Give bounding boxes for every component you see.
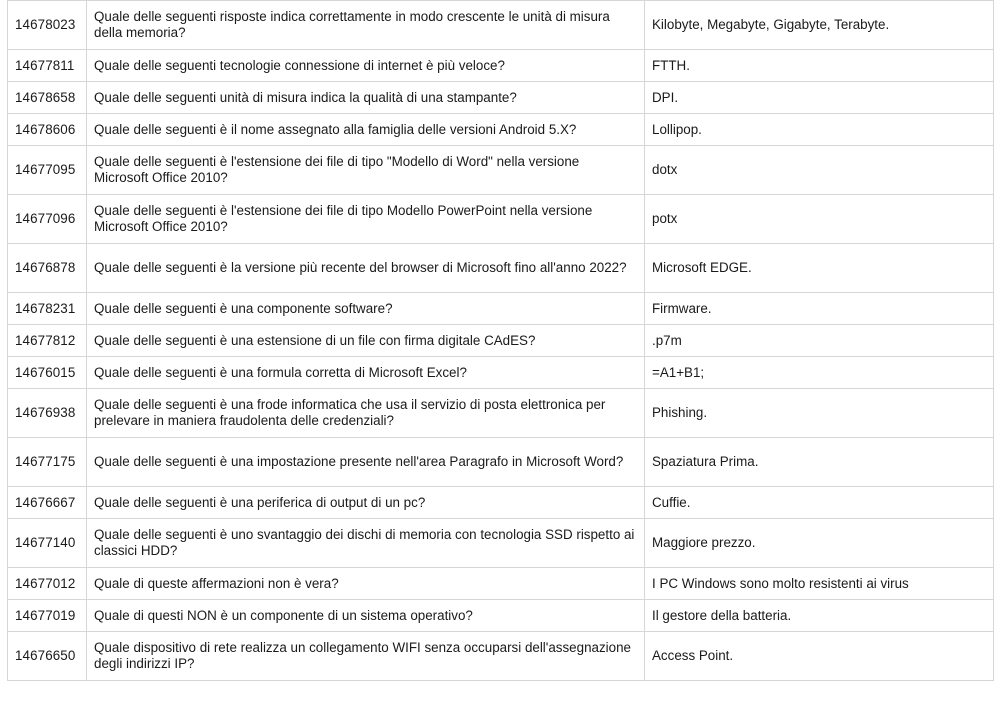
question-id-cell: 14676667 bbox=[8, 487, 87, 519]
question-id-cell: 14676650 bbox=[8, 632, 87, 681]
question-id-cell: 14678231 bbox=[8, 293, 87, 325]
table-row bbox=[8, 600, 994, 632]
answer-text-cell: Phishing. bbox=[645, 389, 994, 438]
question-id-cell: 14677175 bbox=[8, 438, 87, 487]
question-id-cell: 14677095 bbox=[8, 146, 87, 195]
answer-text-cell: Kilobyte, Megabyte, Gigabyte, Terabyte. bbox=[645, 1, 994, 50]
answer-text-cell: Microsoft EDGE. bbox=[645, 244, 994, 293]
question-id-cell: 14677012 bbox=[8, 568, 87, 600]
answer-text-cell: Il gestore della batteria. bbox=[645, 600, 994, 632]
table-row bbox=[8, 438, 994, 487]
answer-text-cell: DPI. bbox=[645, 82, 994, 114]
question-id-cell: 14677019 bbox=[8, 600, 87, 632]
answer-text-cell: Firmware. bbox=[645, 293, 994, 325]
answer-text-cell: Access Point. bbox=[645, 632, 994, 681]
question-text-cell: Quale delle seguenti è una frode informatica che usa il servizio di posta elettronica per prelevare in maniera fraudolenta delle credenziali? bbox=[87, 389, 645, 438]
table-row bbox=[8, 50, 994, 82]
question-text-cell: Quale delle seguenti è il nome assegnato alla famiglia delle versioni Android 5.X? bbox=[87, 114, 645, 146]
question-id-cell: 14677811 bbox=[8, 50, 87, 82]
questions-table-body bbox=[8, 1, 994, 681]
question-text-cell: Quale di queste affermazioni non è vera? bbox=[87, 568, 645, 600]
answer-text-cell: Cuffie. bbox=[645, 487, 994, 519]
answer-text-cell: Lollipop. bbox=[645, 114, 994, 146]
question-text-cell: Quale delle seguenti risposte indica correttamente in modo crescente le unità di misura della memoria? bbox=[87, 1, 645, 50]
question-text-cell: Quale delle seguenti è una formula corretta di Microsoft Excel? bbox=[87, 357, 645, 389]
question-id-cell: 14678606 bbox=[8, 114, 87, 146]
question-id-cell: 14678023 bbox=[8, 1, 87, 50]
answer-text-cell: FTTH. bbox=[645, 50, 994, 82]
table-row bbox=[8, 568, 994, 600]
question-text-cell: Quale delle seguenti è la versione più recente del browser di Microsoft fino all'anno 2022? bbox=[87, 244, 645, 293]
answer-text-cell: potx bbox=[645, 195, 994, 244]
question-text-cell: Quale di questi NON è un componente di un sistema operativo? bbox=[87, 600, 645, 632]
table-row bbox=[8, 146, 994, 195]
answer-text-cell: dotx bbox=[645, 146, 994, 195]
table-row bbox=[8, 1, 994, 50]
question-id-cell: 14677096 bbox=[8, 195, 87, 244]
question-id-cell: 14677140 bbox=[8, 519, 87, 568]
table-row bbox=[8, 195, 994, 244]
question-text-cell: Quale delle seguenti tecnologie connessione di internet è più veloce? bbox=[87, 50, 645, 82]
table-row bbox=[8, 632, 994, 681]
question-id-cell: 14678658 bbox=[8, 82, 87, 114]
question-id-cell: 14676878 bbox=[8, 244, 87, 293]
table-row bbox=[8, 389, 994, 438]
question-text-cell: Quale delle seguenti è una impostazione presente nell'area Paragrafo in Microsoft Word? bbox=[87, 438, 645, 487]
table-row bbox=[8, 519, 994, 568]
questions-table bbox=[7, 0, 994, 681]
question-text-cell: Quale delle seguenti è una periferica di output di un pc? bbox=[87, 487, 645, 519]
question-text-cell: Quale delle seguenti è uno svantaggio dei dischi di memoria con tecnologia SSD rispetto ai classici HDD? bbox=[87, 519, 645, 568]
question-text-cell: Quale delle seguenti è l'estensione dei file di tipo Modello PowerPoint nella versione Microsoft Office 2010? bbox=[87, 195, 645, 244]
table-row bbox=[8, 357, 994, 389]
question-text-cell: Quale delle seguenti è una estensione di un file con firma digitale CAdES? bbox=[87, 325, 645, 357]
question-text-cell: Quale delle seguenti è l'estensione dei file di tipo "Modello di Word" nella versione Microsoft Office 2010? bbox=[87, 146, 645, 195]
table-row bbox=[8, 114, 994, 146]
question-text-cell: Quale delle seguenti è una componente software? bbox=[87, 293, 645, 325]
table-row bbox=[8, 82, 994, 114]
table-row bbox=[8, 244, 994, 293]
answer-text-cell: I PC Windows sono molto resistenti ai virus bbox=[645, 568, 994, 600]
question-id-cell: 14677812 bbox=[8, 325, 87, 357]
question-text-cell: Quale delle seguenti unità di misura indica la qualità di una stampante? bbox=[87, 82, 645, 114]
question-id-cell: 14676015 bbox=[8, 357, 87, 389]
table-row bbox=[8, 487, 994, 519]
question-id-cell: 14676938 bbox=[8, 389, 87, 438]
table-row bbox=[8, 293, 994, 325]
answer-text-cell: Maggiore prezzo. bbox=[645, 519, 994, 568]
answer-text-cell: =A1+B1; bbox=[645, 357, 994, 389]
question-text-cell: Quale dispositivo di rete realizza un collegamento WIFI senza occuparsi dell'assegnazione degli indirizzi IP? bbox=[87, 632, 645, 681]
table-row bbox=[8, 325, 994, 357]
answer-text-cell: .p7m bbox=[645, 325, 994, 357]
answer-text-cell: Spaziatura Prima. bbox=[645, 438, 994, 487]
